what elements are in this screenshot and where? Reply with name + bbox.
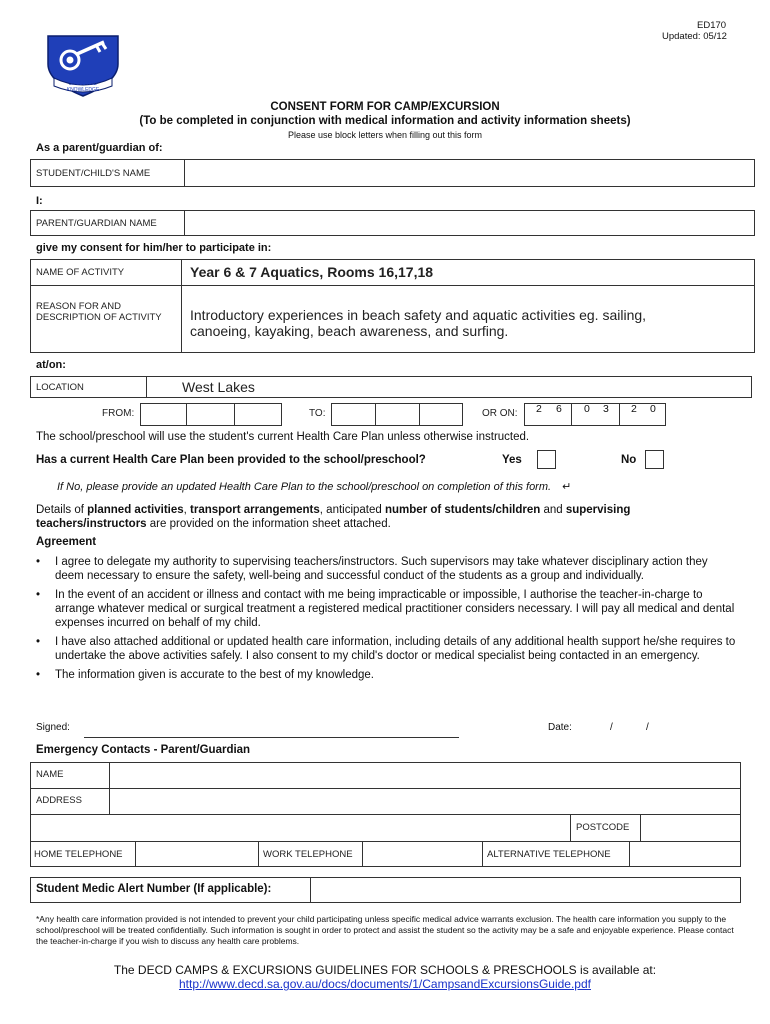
- location-value[interactable]: West Lakes: [182, 379, 255, 395]
- reason-value-line2[interactable]: canoeing, kayaking, beach awareness, and surfing.: [190, 323, 509, 339]
- postcode-field[interactable]: [641, 815, 740, 841]
- or-on-label: OR ON:: [482, 408, 518, 419]
- reason-label-line1: REASON FOR AND: [36, 301, 121, 312]
- agreement-item: • I have also attached additional or updated health care information, including details of any additional health support he/she requires to undertake the above activities safely. I also consent to my child's doctor or medical specialist being contacted in an emergency.: [36, 635, 736, 663]
- or-on-digit: 0: [584, 403, 590, 415]
- date-slash: /: [646, 722, 649, 733]
- agreement-item: • In the event of an accident or illness and contact with me being impracticable or impossible, I authorise the teacher-in-charge to arrange whatever medical or surgical treatment a registered medical practitioner considers necessary. I will pay all medical and dental expenses incurred on behalf of my child.: [36, 588, 736, 630]
- at-on-label: at/on:: [36, 359, 66, 371]
- or-on-date-field[interactable]: [524, 403, 666, 426]
- no-checkbox[interactable]: [645, 450, 664, 469]
- emergency-address-label: ADDRESS: [36, 795, 82, 806]
- medic-alert-label: Student Medic Alert Number (If applicable):: [36, 883, 272, 895]
- or-on-digit: 6: [556, 403, 562, 415]
- from-date-field[interactable]: [140, 403, 282, 426]
- guidelines-link[interactable]: http://www.decd.sa.gov.au/docs/documents/1/CampsandExcursionsGuide.pdf: [178, 977, 591, 991]
- if-no-text: If No, please provide an updated Health Care Plan to the school/preschool on completion of this form.: [57, 481, 552, 493]
- location-row: [30, 376, 752, 398]
- student-name-label: STUDENT/CHILD'S NAME: [36, 168, 151, 179]
- emergency-name-label: NAME: [36, 769, 64, 780]
- health-plan-question: Has a current Health Care Plan been provided to the school/preschool?: [36, 454, 426, 466]
- form-subtitle: (To be completed in conjunction with medical information and activity information sheets): [139, 115, 631, 127]
- home-phone-label: HOME TELEPHONE: [34, 849, 123, 860]
- i-label: I:: [36, 195, 43, 207]
- date-label: Date:: [548, 722, 572, 733]
- alt-phone-field[interactable]: [630, 842, 740, 866]
- yes-label: Yes: [502, 454, 522, 466]
- to-label: TO:: [309, 408, 326, 419]
- emergency-name-field[interactable]: [110, 763, 740, 788]
- from-label: FROM:: [102, 408, 135, 419]
- activity-name-value[interactable]: Year 6 & 7 Aquatics, Rooms 16,17,18: [190, 264, 434, 280]
- alt-phone-label: ALTERNATIVE TELEPHONE: [487, 849, 611, 860]
- agreement-item: • The information given is accurate to the best of my knowledge.: [36, 668, 736, 682]
- parent-name-label: PARENT/GUARDIAN NAME: [36, 218, 157, 229]
- no-label: No: [621, 454, 637, 466]
- work-phone-label: WORK TELEPHONE: [263, 849, 353, 860]
- work-phone-field[interactable]: [363, 842, 481, 866]
- signature-line[interactable]: [84, 737, 459, 738]
- signed-label: Signed:: [36, 722, 70, 733]
- reason-value-line1[interactable]: Introductory experiences in beach safety and aquatic activities eg. sailing,: [190, 307, 647, 323]
- activity-name-label: NAME OF ACTIVITY: [36, 267, 125, 278]
- guardian-intro: As a parent/guardian of:: [36, 142, 163, 154]
- reason-label-line2: DESCRIPTION OF ACTIVITY: [36, 312, 162, 323]
- parent-name-field[interactable]: [186, 211, 753, 235]
- guidelines-note: The DECD CAMPS & EXCURSIONS GUIDELINES FOR SCHOOLS & PRESCHOOLS is available at:: [113, 963, 657, 977]
- medic-alert-field[interactable]: [311, 878, 740, 902]
- to-date-field[interactable]: [331, 403, 463, 426]
- if-no-instruction: [57, 480, 571, 493]
- agreement-item: • I agree to delegate my authority to supervising teachers/instructors. Such supervisors may take whatever disciplinary action they deem necessary to ensure the safety, well-being and successful conduct of the students as a group and individually.: [36, 555, 736, 583]
- or-on-digit: 0: [650, 403, 656, 415]
- consent-intro: give my consent for him/her to participate in:: [36, 242, 272, 254]
- logo-motto: SKILLS AND KNOWLEDGE: [66, 81, 100, 93]
- location-label: LOCATION: [36, 382, 84, 393]
- postcode-label: POSTCODE: [576, 822, 630, 833]
- or-on-digit: 2: [536, 403, 542, 415]
- or-on-digit: 2: [631, 403, 637, 415]
- agreement-heading: Agreement: [36, 536, 97, 548]
- health-plan-note: The school/preschool will use the student's current Health Care Plan unless otherwise instructed.: [36, 431, 530, 443]
- or-on-digit: 3: [603, 403, 609, 415]
- school-logo: [40, 34, 126, 98]
- emergency-heading: Emergency Contacts - Parent/Guardian: [36, 744, 251, 756]
- updated-date: Updated: 05/12: [662, 31, 727, 42]
- date-slash: /: [610, 722, 613, 733]
- return-icon: ↵: [562, 481, 572, 493]
- student-name-field[interactable]: [186, 160, 753, 186]
- yes-checkbox[interactable]: [537, 450, 556, 469]
- form-code: ED170: [697, 20, 727, 31]
- form-title: CONSENT FORM FOR CAMP/EXCURSION: [270, 101, 500, 113]
- health-info-disclaimer: *Any health care information provided is not intended to prevent your child participating unless specific medical advice warrants exclusion. The health care information you supply to the school/preschool will be treated confidentially. Such information is sought in order to protect and assist the student so the activity may be a safe and enjoyable experience. Please contact the teacher-in-charge if you wish to discuss any health care problems.: [36, 914, 734, 946]
- home-phone-field[interactable]: [136, 842, 257, 866]
- address-line-2-field[interactable]: [31, 815, 569, 841]
- emergency-address-field[interactable]: [110, 789, 740, 814]
- details-paragraph: Details of planned activities, transport arrangements, anticipated number of students/children and supervising teachers/instructors are provided on the information sheet attached.: [36, 504, 631, 530]
- agreement-list: [36, 555, 736, 687]
- block-letters-note: Please use block letters when filling out this form: [287, 130, 483, 140]
